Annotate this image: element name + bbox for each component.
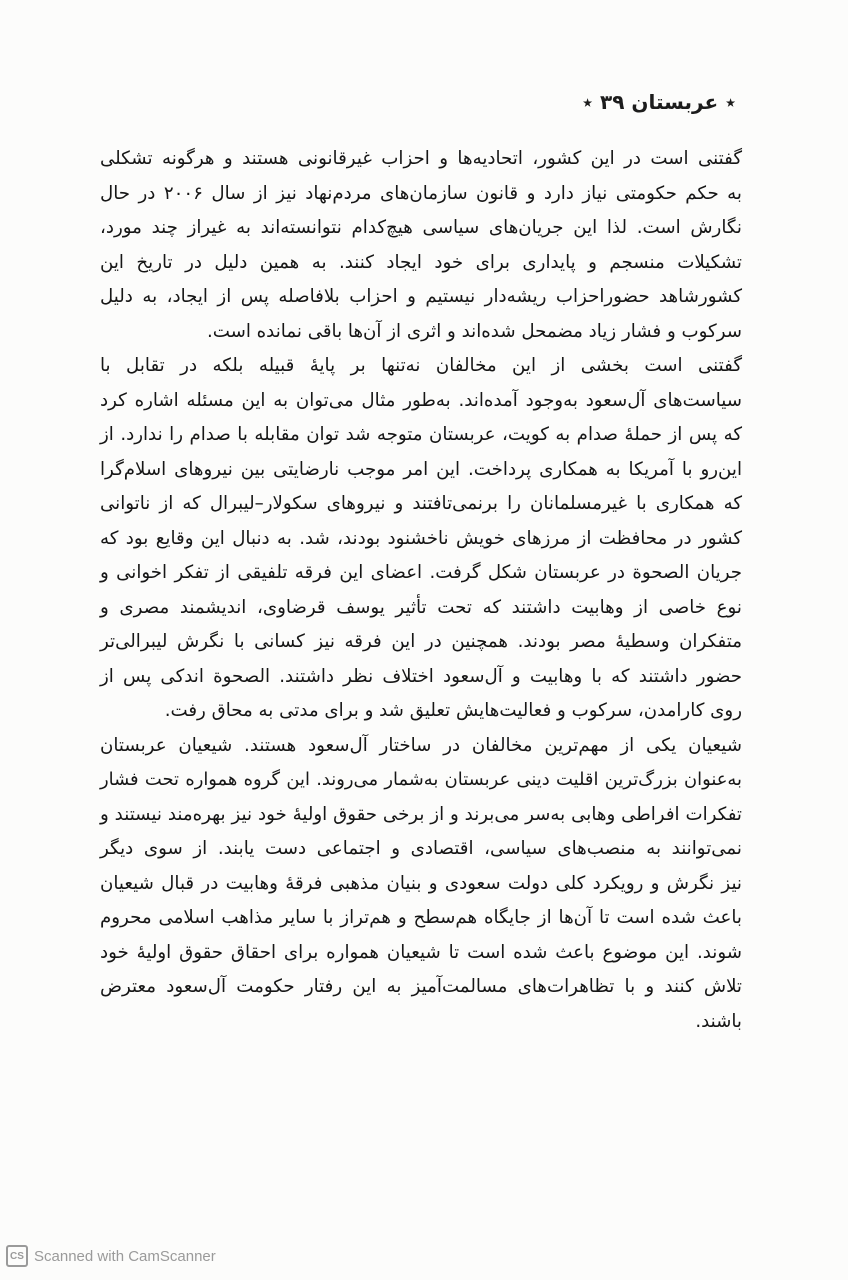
text-line: که پس از حملهٔ صدام به کویت، عربستان متوجه شد توان مقابله با صدام را ندارد. از xyxy=(100,424,742,445)
scanner-label: Scanned with CamScanner xyxy=(34,1247,216,1265)
text-line: این‌رو با آمریکا به همکاری پرداخت. این امر موجب نارضایتی بین نیروهای اسلام‌گرا xyxy=(100,458,742,480)
text-line: سرکوب و فشار زیاد مضمحل شده‌اند و اثری از آن‌ها باقی نمانده است. xyxy=(206,320,742,342)
text-line: متفکران وسطیهٔ مصر بودند. همچنین در این فرقه نیز کسانی با نگرش لیبرالی‌تر xyxy=(100,631,742,652)
paragraph xyxy=(100,349,742,729)
camscanner-logo-icon: CS xyxy=(6,1245,28,1267)
text-line: باعث شده است تا آن‌ها از جایگاه هم‌سطح و هم‌تراز با سایر مذاهب اسلامی محروم xyxy=(100,907,742,928)
text-line: سیاست‌های آل‌سعود به‌وجود آمده‌اند. به‌طور مثال می‌توان به این مسئله اشاره کرد xyxy=(100,389,742,411)
text-line: کشور در محافظت از مرزهای خویش ناخشنود بودند، شد. به دنبال این وقایع بود که xyxy=(100,527,742,549)
text-line: به حکم حکومتی نیاز دارد و قانون سازمان‌های مردم‌نهاد نیز از سال ۲۰۰۶ در حال xyxy=(100,182,742,204)
text-line: نوع خاصی از وهابیت داشتند که تحت تأثیر یوسف قرضاوی، اندیشمند مصری و xyxy=(100,596,742,618)
text-line: شیعیان یکی از مهم‌ترین مخالفان در ساختار آل‌سعود هستند. شیعیان عربستان xyxy=(100,734,742,756)
paragraph xyxy=(100,729,742,1040)
text-line: نگارش است. لذا این جریان‌های سیاسی هیچ‌کدام نتوانسته‌اند به غیراز چند مورد، xyxy=(100,217,742,238)
text-line: که همکاری با غیرمسلمانان را برنمی‌تافتند و نیروهای سکولار–لیبرال که از ناتوانی xyxy=(100,493,742,514)
text-line: گفتنی است در این کشور، اتحادیه‌ها و احزاب غیرقانونی هستند و هرگونه تشکلی xyxy=(100,148,742,169)
text-line: شوند. این موضوع باعث شده است تا شیعیان همواره برای احقاق حقوق اولیهٔ خود xyxy=(100,941,742,963)
text-line: جریان الصحوة در عربستان شکل گرفت. اعضای این فرقه تلفیقی از تفکر اخوانی و xyxy=(100,562,742,583)
body-text xyxy=(100,142,742,1039)
running-head: ٭ عربستان ٣٩ ٭ xyxy=(582,90,736,114)
paragraph xyxy=(100,142,742,349)
text-line: تفکرات افراطی وهابی به‌سر می‌برند و از برخی حقوق اولیهٔ خود نیز بهره‌مند نیستند و xyxy=(100,803,742,825)
text-line: تشکیلات منسجم و پایداری برای خود ایجاد کنند. به همین دلیل در تاریخ این xyxy=(100,251,742,273)
scanner-watermark xyxy=(6,1244,216,1268)
text-line: کشورشاهد حضوراحزاب ریشه‌دار نیستیم و احزاب بلافاصله پس از ایجاد، به دلیل xyxy=(100,286,742,307)
text-line: نمی‌توانند به منصب‌های سیاسی، اقتصادی و اجتماعی دست یابند. از سوی دیگر xyxy=(100,838,742,859)
text-line: تلاش کنند و با تظاهرات‌های مسالمت‌آمیز به این رفتار حکومت آل‌سعود معترض xyxy=(100,976,742,997)
text-line: نیز نگرش و رویکرد کلی دولت سعودی و بنیان مذهبی فرقهٔ وهابیت در قبال شیعیان xyxy=(100,872,742,894)
text-line: گفتنی است بخشی از این مخالفان نه‌تنها بر پایهٔ قبیله بلکه در تقابل با xyxy=(100,355,742,376)
text-line: به‌عنوان بزرگ‌ترین اقلیت دینی عربستان به‌شمار می‌روند. این گروه همواره تحت فشار xyxy=(100,769,742,790)
text-line: حضور داشتند که با وهابیت و آل‌سعود اختلاف نظر داشتند. الصحوة اندکی پس از xyxy=(100,665,742,687)
text-line: باشند. xyxy=(695,1010,742,1032)
text-line: روی کارامدن، سرکوب و فعالیت‌هایش تعلیق شد و برای مدتی به محاق رفت. xyxy=(164,700,742,721)
